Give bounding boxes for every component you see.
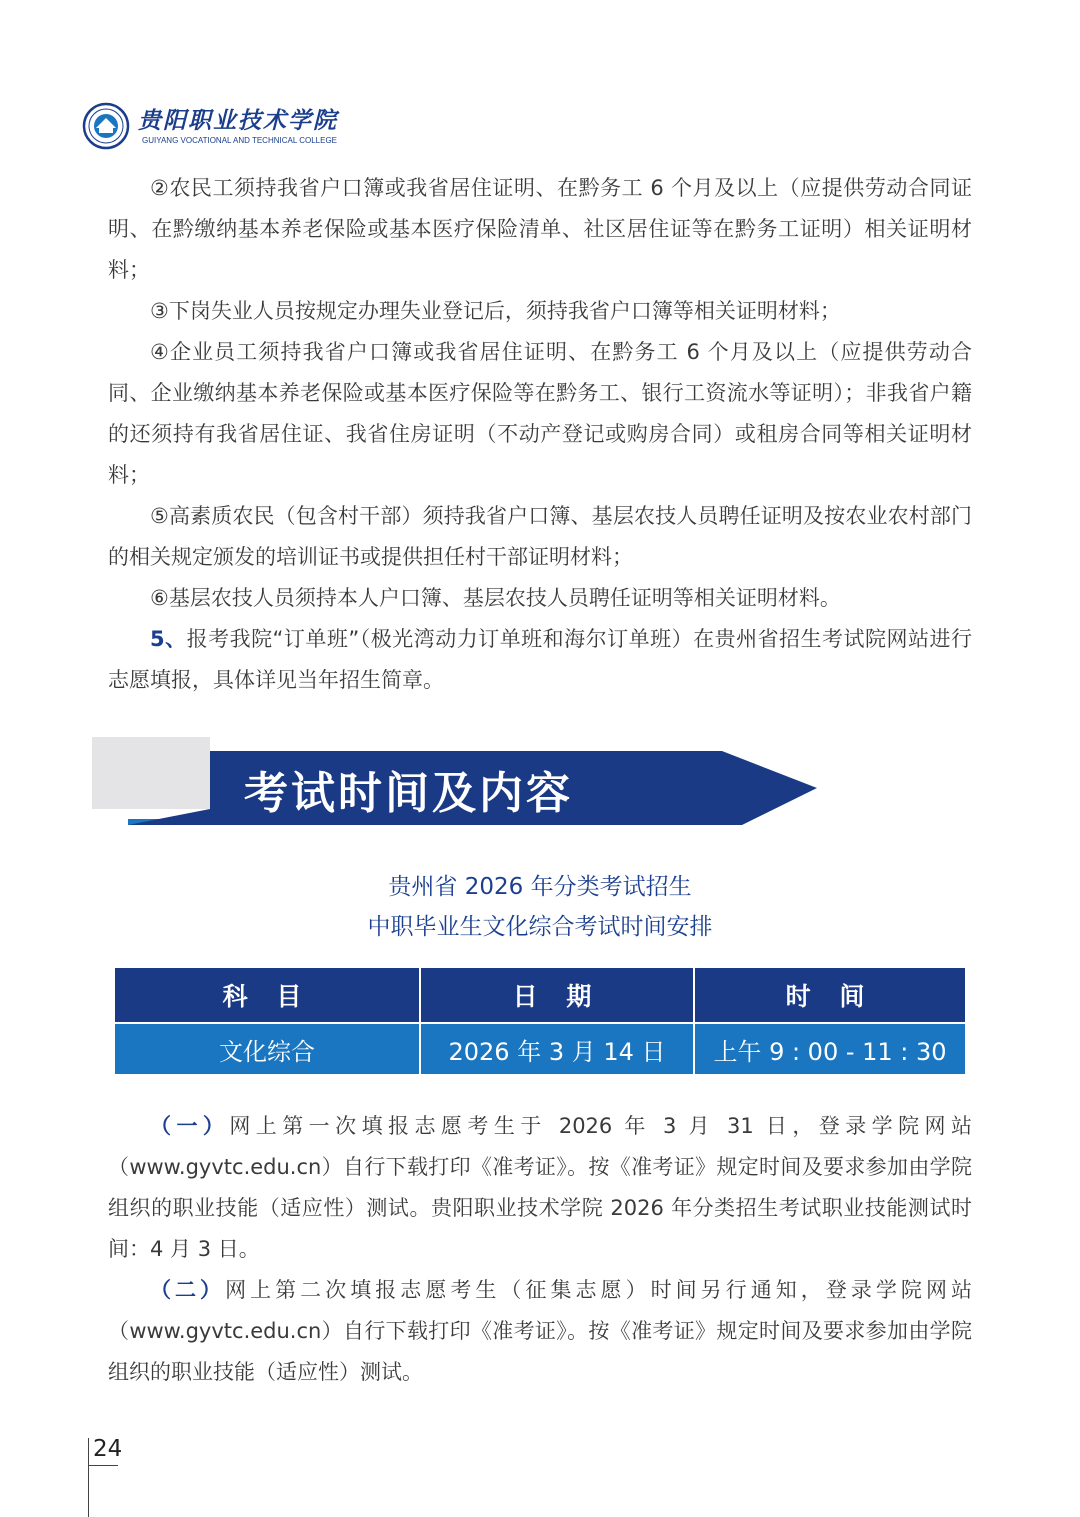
paragraph: ②农民工须持我省户口簿或我省居住证明、在黔务工 6 个月及以上（应提供劳动合同证明、在黔缴纳基本养老保险或基本医疗保险清单、社区居住证等在黔务工证明）相关证明材料； [108, 176, 972, 282]
column-header-date: 日 期 [420, 967, 694, 1023]
admission-ticket-text [108, 1106, 972, 1393]
college-name-en: GUIYANG VOCATIONAL AND TECHNICAL COLLEGE [142, 136, 338, 145]
schedule-caption-line2: 中职毕业生文化综合考试时间安排 [367, 914, 713, 940]
college-emblem-icon [82, 102, 130, 150]
page-number-underline [88, 1465, 118, 1466]
cell-time: 上午 9 : 00 - 11 : 30 [694, 1023, 966, 1075]
section-title: 考试时间及内容 [244, 768, 573, 819]
paragraph-text: 网上第二次填报志愿考生（征集志愿）时间另行通知，登录学院网站（www.gyvtc.edu.cn）自行下载打印《准考证》。按《准考证》规定时间及要求参加由学院组织的职业技能（适应性）测试。 [108, 1278, 972, 1384]
paragraph-text: 网上第一次填报志愿考生于 2026 年 3 月 31 日，登录学院网站（www.gyvtc.edu.cn）自行下载打印《准考证》。按《准考证》规定时间及要求参加由学院组织的职业技能（适应性）测试。贵阳职业技术学院 2026 年分类招生考试职业技能测试时间：4 月 3 日。 [108, 1114, 972, 1261]
paragraph [108, 619, 972, 701]
paragraph [108, 1106, 972, 1270]
item-number: （一） [150, 1114, 230, 1138]
paragraph: ③下岗失业人员按规定办理失业登记后，须持我省户口簿等相关证明材料； [150, 299, 841, 323]
exam-schedule-table [113, 966, 967, 1076]
college-name-cn: 贵阳职业技术学院 [138, 107, 338, 134]
schedule-caption-line1: 贵州省 2026 年分类考试招生 [388, 874, 692, 900]
page-number-rule [88, 1438, 89, 1517]
paragraph: ⑤高素质农民（包含村干部）须持我省户口簿、基层农技人员聘任证明及按农业农村部门的相关规定颁发的培训证书或提供担任村干部证明材料； [108, 504, 972, 569]
item-number: 5、 [150, 627, 187, 651]
paragraph [108, 1270, 972, 1393]
item-number: （二） [150, 1278, 226, 1302]
table-header-row [114, 967, 966, 1023]
cell-date: 2026 年 3 月 14 日 [420, 1023, 694, 1075]
requirements-text [108, 168, 972, 701]
paragraph-text: 报考我院“订单班”（极光湾动力订单班和海尔订单班）在贵州省招生考试院网站进行志愿填报，具体详见当年招生简章。 [108, 627, 972, 692]
college-logo [82, 100, 342, 156]
table-row [114, 1023, 966, 1075]
paragraph: ④企业员工须持我省户口簿或我省居住证明、在黔务工 6 个月及以上（应提供劳动合同、企业缴纳基本养老保险或基本医疗保险等在黔务工、银行工资流水等证明）；非我省户籍的还须持有我省居住证、我省住房证明（不动产登记或购房合同）或租房合同等相关证明材料； [108, 340, 972, 487]
paragraph: ⑥基层农技人员须持本人户口簿、基层农技人员聘任证明等相关证明材料。 [150, 586, 841, 610]
column-header-time: 时 间 [694, 967, 966, 1023]
column-header-subject: 科 目 [114, 967, 420, 1023]
page-number: 24 [93, 1436, 123, 1462]
cell-subject: 文化综合 [114, 1023, 420, 1075]
